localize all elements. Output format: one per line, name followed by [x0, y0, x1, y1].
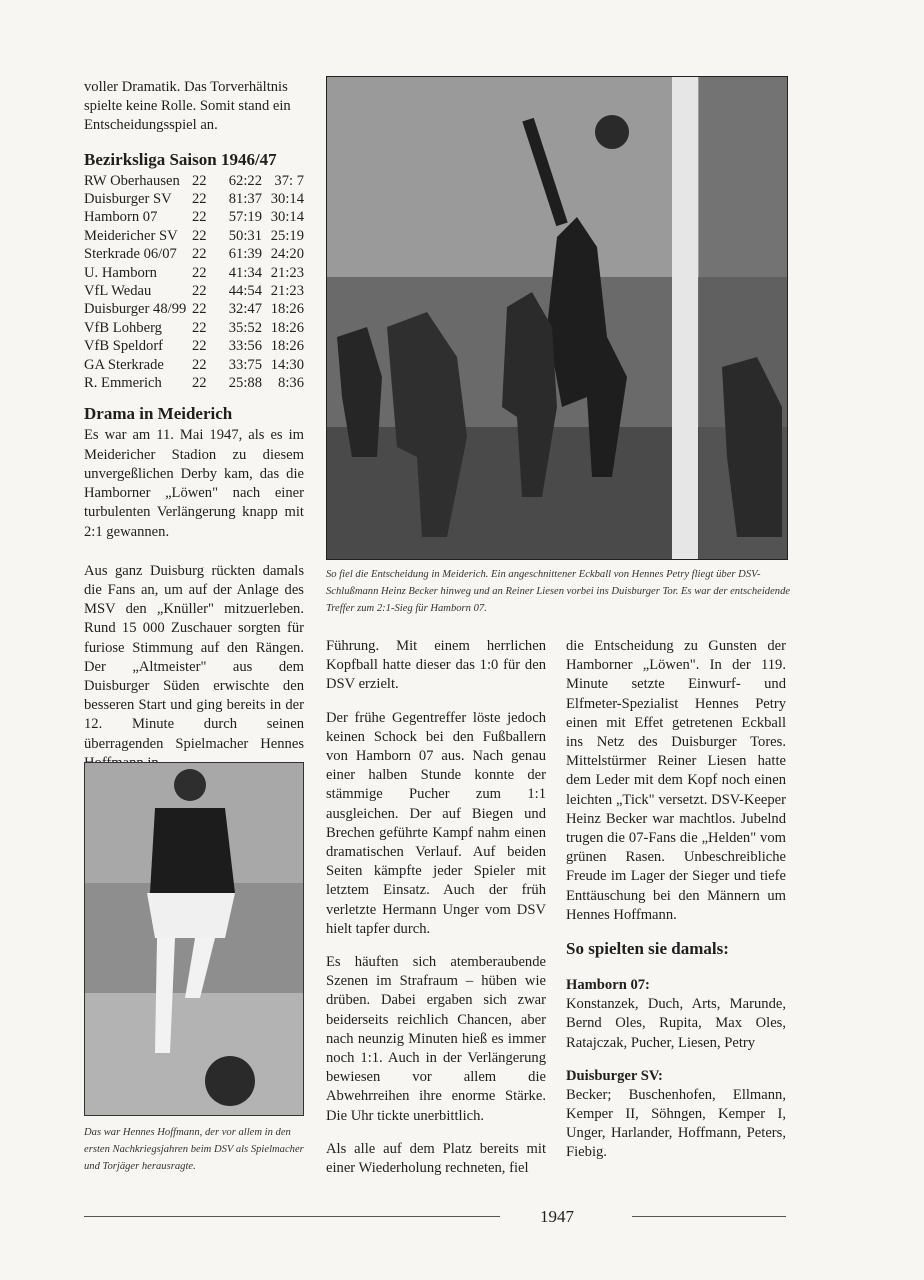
- standings-goals: 25:88: [228, 375, 262, 392]
- article-paragraph-3: Führung. Mit einem herrlichen Kopfball hatte dieser das 1:0 für den DSV erzielt.: [326, 638, 546, 693]
- standings-points: 14:30: [270, 356, 304, 373]
- standings-points: 25:19: [270, 227, 304, 244]
- lineup-team1-players: Konstanzek, Duch, Arts, Marunde, Bernd Oles, Rupita, Max Oles, Ratajczak, Pucher, Liesen, Petry: [566, 996, 786, 1051]
- standings-points: 18:26: [270, 319, 304, 336]
- standings-goals: 57:19: [228, 209, 262, 226]
- lineup-team2-name: Duisburger SV:: [566, 1067, 663, 1084]
- standings-row: [84, 264, 304, 282]
- standings-goals: 33:75: [228, 356, 262, 373]
- standings-goals: 61:39: [228, 246, 262, 263]
- standings-goals: 33:56: [228, 338, 262, 355]
- standings-points: 30:14: [270, 191, 304, 208]
- standings-games: 22: [192, 375, 207, 392]
- middle-column: [326, 637, 546, 1178]
- left-column: [84, 78, 304, 773]
- article-paragraph-6: Als alle auf dem Platz bereits mit einer Wiederholung rechneten, fiel: [326, 1140, 546, 1177]
- article-paragraph-5: Es häuften sich atemberaubende Szenen im Strafraum – hüben wie drüben. Dabei ergaben sich zwar beiderseits reichlich Chancen, aber nach neunzig Minuten hieß es immer noch 1:1. Auch in der Verlängerung bewiesen vor allem die Abwehrreihen ihre enorme Stärke. Die Uhr tickte unerbittlich.: [326, 954, 546, 1124]
- standings-team: R. Emmerich: [84, 375, 162, 392]
- standings-points: 30:14: [270, 209, 304, 226]
- match-photo-illustration: [327, 77, 787, 559]
- player-photo-illustration: [85, 763, 303, 1115]
- standings-points: 21:23: [270, 264, 304, 281]
- standings-table: [84, 172, 304, 393]
- standings-row: [84, 356, 304, 374]
- standings-games: 22: [192, 338, 207, 355]
- standings-row: [84, 282, 304, 300]
- standings-team: VfL Wedau: [84, 283, 152, 300]
- standings-games: 22: [192, 227, 207, 244]
- lineups-title: So spielten sie damals:: [566, 939, 729, 959]
- standings-points: 21:23: [270, 283, 304, 300]
- standings-games: 22: [192, 356, 207, 373]
- standings-games: 22: [192, 264, 207, 281]
- standings-goals: 62:22: [228, 172, 262, 189]
- player-photo: [84, 762, 304, 1116]
- standings-goals: 32:47: [228, 301, 262, 318]
- standings-team: VfB Lohberg: [84, 319, 162, 336]
- lineup-team1-name: Hamborn 07:: [566, 977, 650, 994]
- player-photo-caption: Das war Hennes Hoffmann, der vor allem in den ersten Nachkriegsjahren beim DSV als Spielmacher und Torjäger herausragte.: [84, 1127, 304, 1172]
- standings-games: 22: [192, 319, 207, 336]
- article-paragraph-2: Aus ganz Duisburg rückten damals die Fans an, um auf der Anlage des MSV den „Knüller" mitzuerleben. Rund 15 000 Zuschauer sorgten für furiose Stimmung auf den Rängen. Der „Altmeister" aus dem Duisburger Süden erwischte den besseren Start und ging bereits in der 12. Minute durch seinen überragenden Spielmacher Hennes: [84, 562, 304, 752]
- standings-team: VfB Speldorf: [84, 338, 164, 355]
- standings-row: [84, 190, 304, 208]
- standings-points: 18:26: [270, 338, 304, 355]
- standings-goals: 50:31: [228, 227, 262, 244]
- article-heading: Drama in Meiderich: [84, 404, 233, 424]
- standings-team: Duisburger SV: [84, 191, 172, 208]
- standings-games: 22: [192, 191, 207, 208]
- standings-goals: 44:54: [228, 283, 262, 300]
- standings-goals: 35:52: [228, 319, 262, 336]
- standings-team: GA Sterkrade: [84, 356, 164, 373]
- standings-games: 22: [192, 172, 207, 189]
- standings-row: [84, 300, 304, 318]
- lineup-team2-players: Becker; Buschenhofen, Ellmann, Kemper II, Söhngen, Kemper I, Unger, Harlander, Hoffmann, Peters, Fiebig.: [566, 1086, 786, 1161]
- article-paragraph-4: Der frühe Gegentreffer löste jedoch keinen Schock bei den Fußballern von Hamborn 07 aus. Nach genau einer halben Stunde konnte der stämmige Pucher zum 1:1 ausgleichen. Der auf Biegen und Brechen geführte Kampf nahm einen dramatischen Verlauf. Auf beiden Seiten kämpfte jeder Spieler mit letztem Einsatz. Auch der früh verletzte Hermann Unger vom DSV hielt tapfer durch.: [326, 709, 546, 937]
- footer-rule-left: [84, 1216, 500, 1217]
- standings-points: 37: 7: [274, 172, 304, 189]
- right-column: [566, 637, 786, 1163]
- standings-games: 22: [192, 246, 207, 263]
- standings-row: [84, 208, 304, 226]
- standings-points: 24:20: [270, 246, 304, 263]
- intro-paragraph: voller Dramatik. Das Torverhältnis spielte keine Rolle. Somit stand ein Entscheidungsspiel an.: [84, 79, 291, 134]
- standings-row: [84, 227, 304, 245]
- standings-team: RW Oberhausen: [84, 172, 180, 189]
- standings-row: [84, 245, 304, 263]
- standings-title: Bezirksliga Saison 1946/47: [84, 149, 277, 169]
- standings-row: [84, 172, 304, 190]
- article-paragraph-1: Es war am 11. Mai 1947, als es im Meidericher Stadion zu diesem unvergeßlichen Derby kam, das die Hamborner „Löwen" nach einer turbulenten Verlängerung knapp mit 2:1 gewannen.: [84, 427, 304, 540]
- standings-team: Duisburger 48/99: [84, 301, 187, 318]
- standings-games: 22: [192, 301, 207, 318]
- page-number: 1947: [540, 1207, 574, 1226]
- standings-goals: 81:37: [228, 191, 262, 208]
- standings-row: [84, 337, 304, 355]
- standings-team: Hamborn 07: [84, 209, 158, 226]
- standings-row: [84, 374, 304, 392]
- standings-games: 22: [192, 283, 207, 300]
- standings-points: 8:36: [278, 375, 304, 392]
- match-photo: [326, 76, 788, 560]
- standings-team: Meidericher SV: [84, 227, 178, 244]
- standings-games: 22: [192, 209, 207, 226]
- standings-team: U. Hamborn: [84, 264, 157, 281]
- footer-rule-right: [632, 1216, 786, 1217]
- standings-row: [84, 319, 304, 337]
- standings-team: Sterkrade 06/07: [84, 246, 177, 263]
- standings-goals: 41:34: [228, 264, 262, 281]
- article-paragraph-7: die Entscheidung zu Gunsten der Hamborner „Löwen". In der 119. Minute setzte Einwurf- und Elfmeter-Spezialist Hennes Petry einen mit Effet getretenen Eckball ins Netz des Duisburger Tores. Mittelstürmer Reiner Liesen hatte dem Leder mit dem Kopf noch einen leichten „Tick" versetzt. DSV-Keeper Heinz Becker war machtlos. Jubelnd trugen die 07-Fans die „Helden" vom grünen Rasen. Unbeschreibliche Freude im Lager der Sieger und tiefe Enttäuschung bei den Männern um Hennes Hoffmann.: [566, 638, 786, 923]
- match-photo-caption: So fiel die Entscheidung in Meiderich. Ein angeschnittener Eckball von Hennes Petry fliegt über DSV-Schlußmann Heinz Becker hinweg und an Reiner Liesen vorbei ins Duisburger Tor. Es war der entscheidende Treffer zum 2:1-Sieg für Hamborn 07.: [326, 569, 791, 614]
- standings-points: 18:26: [270, 301, 304, 318]
